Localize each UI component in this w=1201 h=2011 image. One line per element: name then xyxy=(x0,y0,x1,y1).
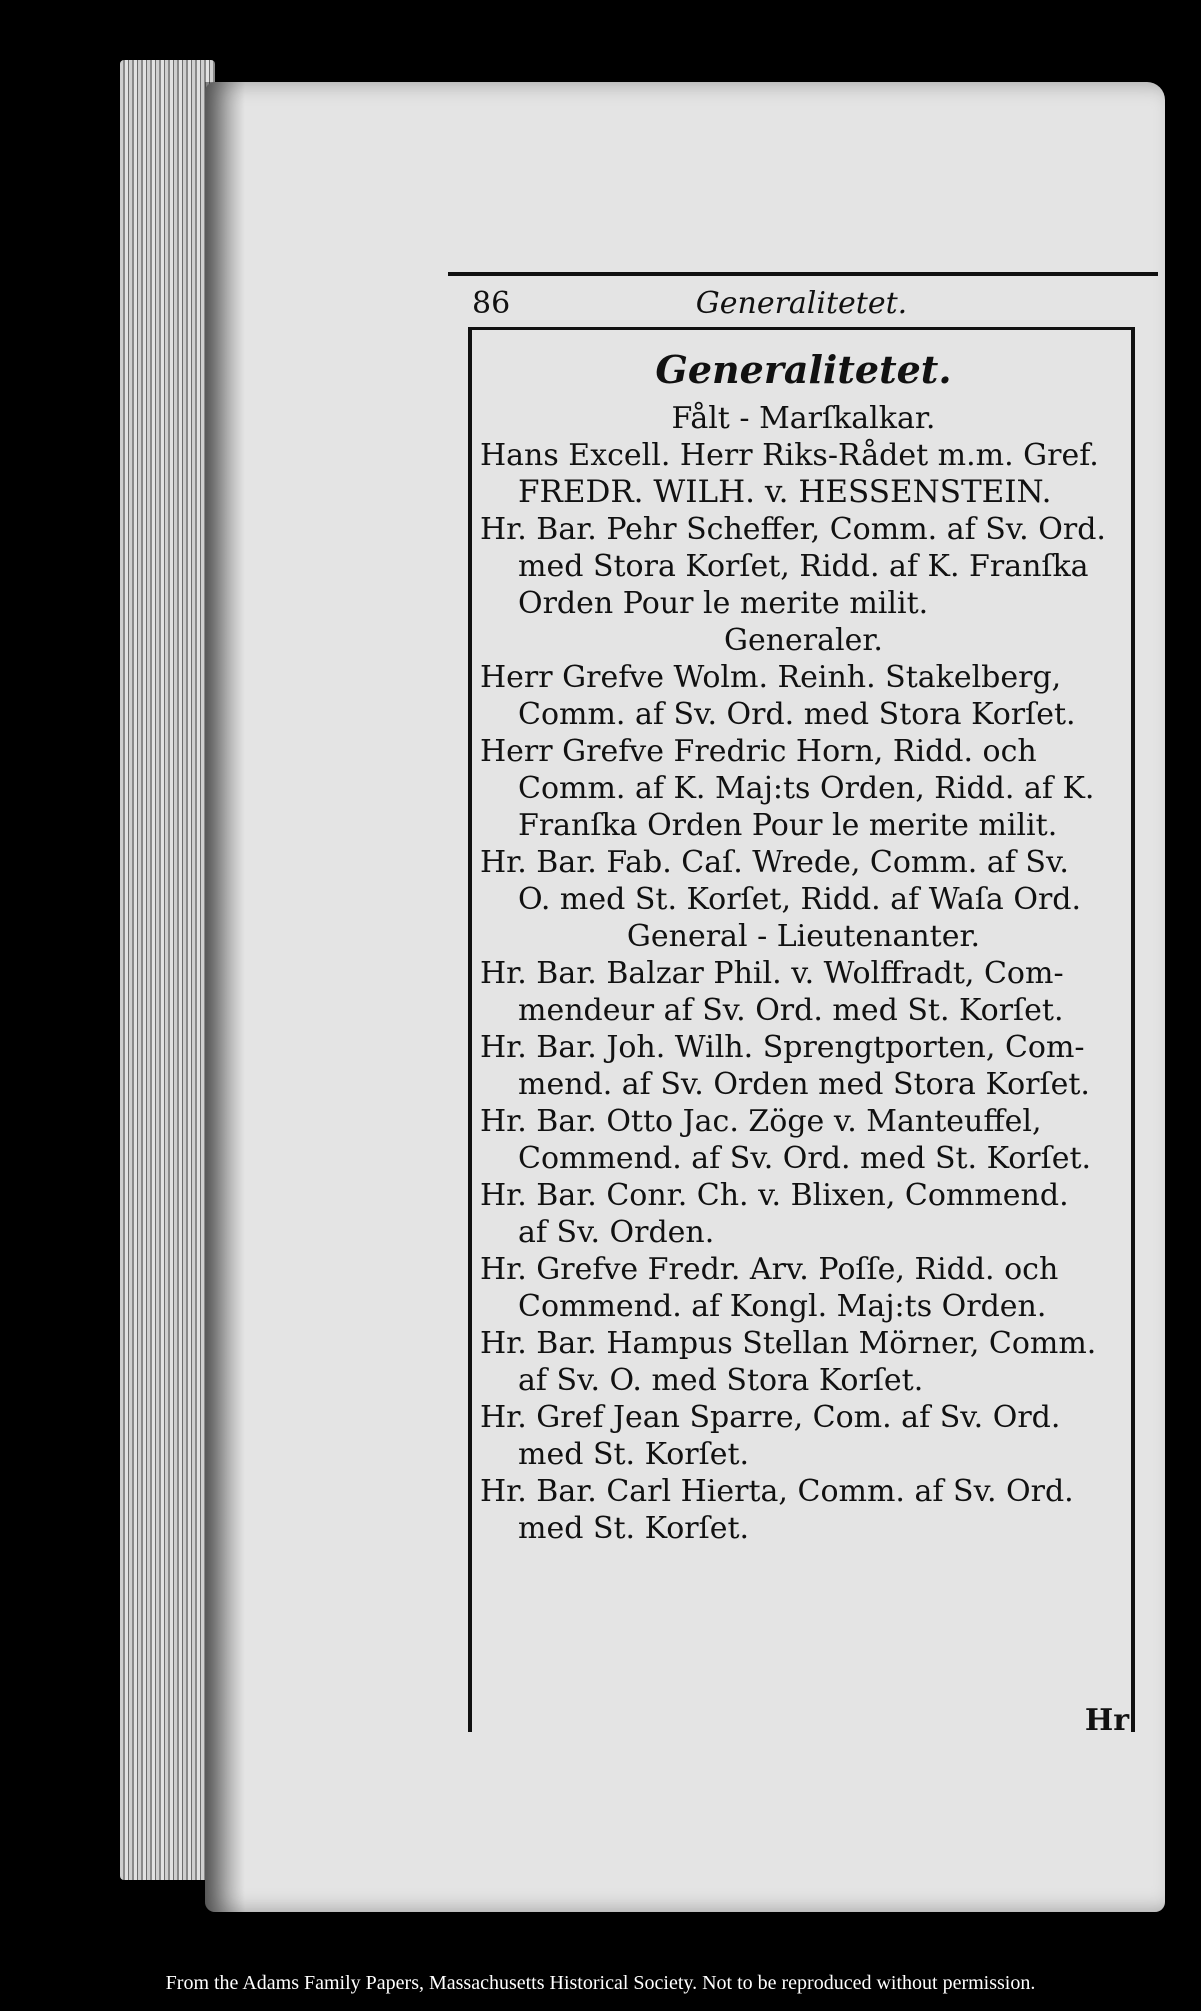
entry-line: Herr Grefve Wolm. Reinh. Stakelberg, xyxy=(480,660,1062,695)
column-text xyxy=(480,330,1127,1547)
entry-line: Hans Excell. Herr Riks-Rådet m.m. Gref. xyxy=(480,438,1099,473)
entry-line: FREDR. WILH. v. HESSENSTEIN. xyxy=(518,474,1052,510)
book-page-edges xyxy=(120,60,215,1880)
section-title: Generalitetet. xyxy=(655,347,952,392)
entry-line: Hr. Bar. Carl Hierta, Comm. af Sv. Ord. xyxy=(480,1474,1074,1509)
page-gutter-shadow xyxy=(205,82,245,1912)
entry-line: Hr. Bar. Hampus Stellan Mörner, Comm. xyxy=(480,1326,1097,1361)
entry-line: af Sv. O. med Stora Korſet. xyxy=(518,1363,924,1398)
entry-line: Comm. af K. Maj:ts Orden, Ridd. af K. xyxy=(518,771,1095,806)
printed-text-block xyxy=(468,272,1135,1738)
entry-line: Hr. Bar. Otto Jac. Zöge v. Manteuffel, xyxy=(480,1104,1042,1139)
entry-line: Hr. Bar. Conr. Ch. v. Blixen, Commend. xyxy=(480,1178,1069,1213)
entry-line: med St. Korſet. xyxy=(518,1511,750,1546)
entry-line: Hr. Bar. Joh. Wilh. Sprengtporten, Com- xyxy=(480,1030,1085,1065)
entry-line: med St. Korſet. xyxy=(518,1437,750,1472)
copyright-footer: From the Adams Family Papers, Massachusetts Historical Society. Not to be reproduced without permission. xyxy=(165,1972,1036,1994)
entry-line: Franſka Orden Pour le merite milit. xyxy=(518,808,1058,843)
subsection-heading: General - Lieutenanter. xyxy=(626,919,981,954)
entry-line: Hr. Bar. Balzar Phil. v. Wolffradt, Com- xyxy=(480,956,1064,991)
entry-line: af Sv. Orden. xyxy=(518,1215,715,1250)
entry-lines xyxy=(480,400,1127,1547)
entry-line: mendeur af Sv. Ord. med St. Korſet. xyxy=(518,993,1064,1028)
subsection-heading: Generaler. xyxy=(724,623,883,658)
catchword: Hr xyxy=(1084,1703,1129,1738)
entry-line: med Stora Korſet, Ridd. af K. Franſka xyxy=(518,549,1089,584)
subsection-heading: Fålt - Marſkalkar. xyxy=(671,401,936,436)
entry-line: Orden Pour le merite milit. xyxy=(518,586,929,621)
page-number: 86 xyxy=(472,286,511,321)
entry-line: Hr. Gref Jean Sparre, Com. af Sv. Ord. xyxy=(480,1400,1061,1435)
entry-line: mend. af Sv. Orden med Stora Korſet. xyxy=(518,1067,1090,1102)
entry-line: Commend. af Sv. Ord. med St. Korſet. xyxy=(518,1141,1092,1176)
top-rule xyxy=(448,272,1158,276)
entry-line: Herr Grefve Fredric Horn, Ridd. och xyxy=(480,734,1037,769)
entry-line: Hr. Bar. Pehr Scheffer, Comm. af Sv. Ord. xyxy=(480,512,1106,547)
running-head xyxy=(468,280,1135,330)
entry-line: Commend. af Kongl. Maj:ts Orden. xyxy=(518,1289,1047,1324)
running-title: Generalitetet. xyxy=(695,286,908,321)
entry-line: O. med St. Korſet, Ridd. af Waſa Ord. xyxy=(518,882,1082,917)
entry-line: Hr. Bar. Fab. Caſ. Wrede, Comm. af Sv. xyxy=(480,845,1069,880)
bordered-column xyxy=(468,330,1135,1738)
entry-line: Hr. Grefve Fredr. Arv. Poſſe, Ridd. och xyxy=(480,1252,1059,1287)
entry-line: Comm. af Sv. Ord. med Stora Korſet. xyxy=(518,697,1076,732)
